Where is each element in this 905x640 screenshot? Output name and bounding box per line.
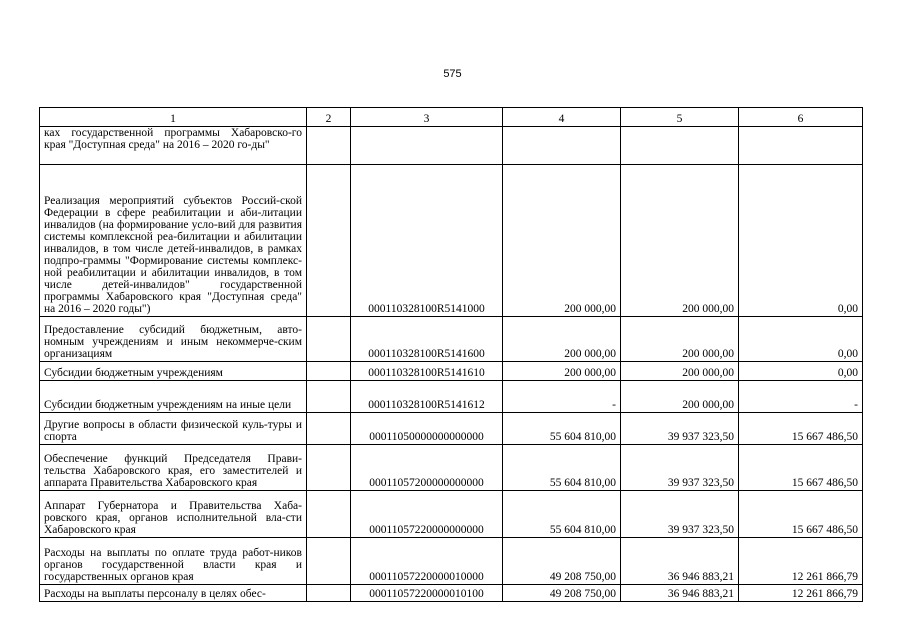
row-value-4: 49 208 750,00 (503, 538, 621, 585)
table-row (40, 381, 863, 413)
column-header: 6 (739, 108, 863, 127)
row-description: Другие вопросы в области физической куль-туры и спорта (40, 413, 307, 445)
row-value-4 (503, 127, 621, 165)
row-col2 (307, 381, 351, 413)
row-description: Субсидии бюджетным учреждениям на иные цели (40, 381, 307, 413)
page-number: 575 (443, 68, 462, 80)
column-header: 5 (621, 108, 739, 127)
row-value-6: 15 667 486,50 (739, 445, 863, 491)
row-value-6: 0,00 (739, 165, 863, 317)
row-value-6: 15 667 486,50 (739, 491, 863, 538)
row-code: 00011050000000000000 (351, 413, 503, 445)
row-description: Расходы на выплаты персоналу в целях обес- (40, 585, 307, 602)
row-description: Расходы на выплаты по оплате труда работ-ников органов государственной власти края и государственных органов края (40, 538, 307, 585)
row-code: 000110328100R5141600 (351, 317, 503, 362)
table-row (40, 585, 863, 602)
row-value-5 (621, 127, 739, 165)
row-code: 000110328100R5141000 (351, 165, 503, 317)
row-description: Обеспечение функций Председателя Прави-тельства Хабаровского края, его заместителей и аппарата Правительства Хабаровского края (40, 445, 307, 491)
row-value-6: - (739, 381, 863, 413)
table-row (40, 317, 863, 362)
row-code: 00011057220000010000 (351, 538, 503, 585)
column-header: 4 (503, 108, 621, 127)
row-value-5: 200 000,00 (621, 165, 739, 317)
table-row (40, 491, 863, 538)
row-value-6: 15 667 486,50 (739, 413, 863, 445)
row-value-5: 200 000,00 (621, 317, 739, 362)
row-description: Субсидии бюджетным учреждениям (40, 362, 307, 381)
column-header: 3 (351, 108, 503, 127)
row-value-6 (739, 127, 863, 165)
row-col2 (307, 317, 351, 362)
row-value-5: 36 946 883,21 (621, 538, 739, 585)
row-col2 (307, 445, 351, 491)
row-value-5: 200 000,00 (621, 381, 739, 413)
row-col2 (307, 491, 351, 538)
row-value-4: 200 000,00 (503, 165, 621, 317)
row-value-5: 39 937 323,50 (621, 413, 739, 445)
row-value-4: 55 604 810,00 (503, 491, 621, 538)
row-code (351, 127, 503, 165)
row-col2 (307, 362, 351, 381)
row-description: Предоставление субсидий бюджетным, авто-номным учреждениям и иным некоммерче-ским организациям (40, 317, 307, 362)
column-header: 1 (40, 108, 307, 127)
table-row (40, 362, 863, 381)
table-row (40, 413, 863, 445)
row-code: 00011057220000010100 (351, 585, 503, 602)
row-value-6: 12 261 866,79 (739, 538, 863, 585)
row-value-6: 12 261 866,79 (739, 585, 863, 602)
row-description: Аппарат Губернатора и Правительства Хаба-ровского края, органов исполнительной вла-сти Хабаровского края (40, 491, 307, 538)
row-value-4: 55 604 810,00 (503, 445, 621, 491)
table-row (40, 538, 863, 585)
row-value-5: 39 937 323,50 (621, 491, 739, 538)
row-value-4: - (503, 381, 621, 413)
column-header: 2 (307, 108, 351, 127)
table-header-row (40, 108, 863, 127)
row-description: ках государственной программы Хабаровско-го края "Доступная среда" на 2016 – 2020 го-ды" (40, 127, 307, 165)
row-code: 000110328100R5141610 (351, 362, 503, 381)
table-row (40, 445, 863, 491)
row-col2 (307, 585, 351, 602)
row-col2 (307, 127, 351, 165)
table-row (40, 127, 863, 165)
row-code: 00011057200000000000 (351, 445, 503, 491)
row-value-5: 200 000,00 (621, 362, 739, 381)
row-value-4: 200 000,00 (503, 362, 621, 381)
row-value-4: 49 208 750,00 (503, 585, 621, 602)
row-code: 000110328100R5141612 (351, 381, 503, 413)
row-value-6: 0,00 (739, 362, 863, 381)
row-col2 (307, 165, 351, 317)
table-row (40, 165, 863, 317)
row-value-5: 36 946 883,21 (621, 585, 739, 602)
row-col2 (307, 413, 351, 445)
row-value-6: 0,00 (739, 317, 863, 362)
row-description: Реализация мероприятий субъектов Россий-ской Федерации в сфере реабилитации и аби-литации инвалидов (на формирование усло-вий для развития системы комплексной реа-билитации и абилитации инвалидов, в том числе детей-инвалидов, в рамках подпро-граммы "Формирование системы комплекс-ной реабилитации и абилитации инвалидов, в том числе детей-инвалидов" государственной программы Хабаровского края "Доступная среда" на 2016 – 2020 годы") (40, 165, 307, 317)
budget-table (39, 107, 863, 602)
row-col2 (307, 538, 351, 585)
row-value-4: 200 000,00 (503, 317, 621, 362)
row-value-5: 39 937 323,50 (621, 445, 739, 491)
row-value-4: 55 604 810,00 (503, 413, 621, 445)
row-code: 00011057220000000000 (351, 491, 503, 538)
